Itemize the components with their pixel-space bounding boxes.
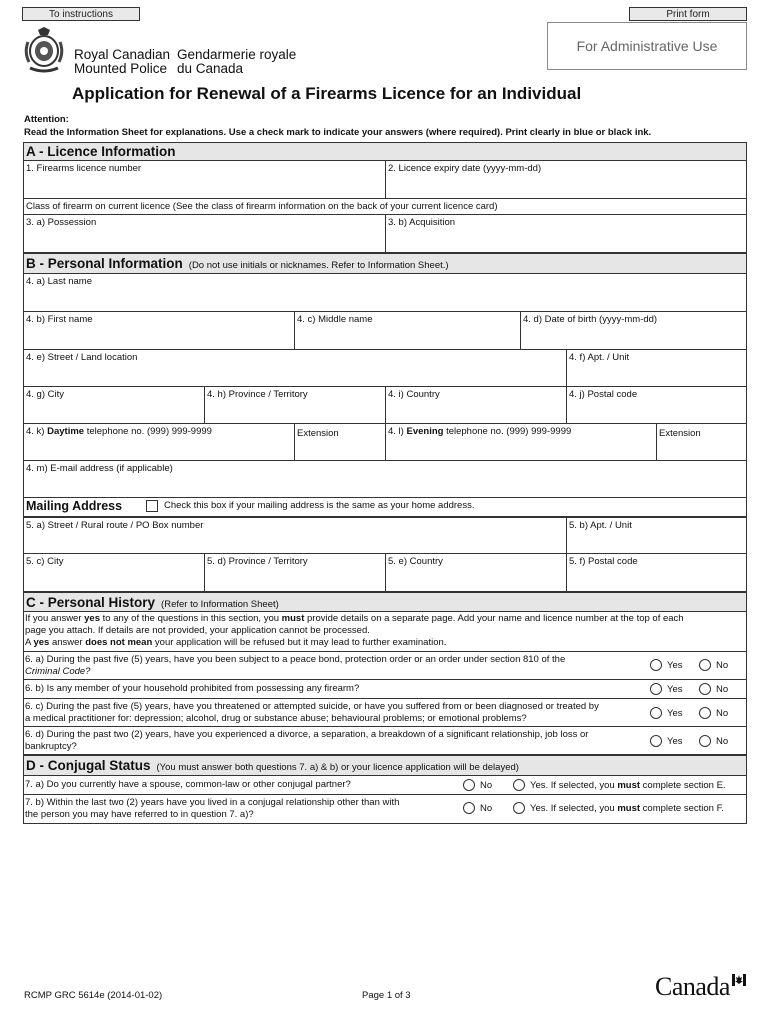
licence-expiry-date-field[interactable]: 2. Licence expiry date (yyyy-mm-dd) <box>388 163 542 174</box>
mailing-apt-unit-field[interactable]: 5. b) Apt. / Unit <box>569 520 632 531</box>
mailing-street-field[interactable]: 5. a) Street / Rural route / PO Box number <box>24 518 567 553</box>
row-mailing-street <box>23 517 747 554</box>
province-field[interactable]: 4. h) Province / Territory <box>205 387 386 423</box>
section-d-header: D - Conjugal Status (You must answer both questions 7. a) & b) or your licence application will be delayed) <box>23 755 747 776</box>
class-of-firearm-note: Class of firearm on current licence (See the class of firearm information on the back of your current licence card) <box>26 201 498 212</box>
intro-line-1: If you answer yes to any of the questions in this section, you must provide details on a separate page. Add your name and licence number at the top of each <box>25 613 684 624</box>
canada-flag-icon <box>732 974 746 986</box>
question-7a: 7. a) Do you currently have a spouse, common-law or other conjugal partner? <box>25 779 351 790</box>
q6a-no-radio[interactable] <box>699 659 711 671</box>
q7a-yes-radio[interactable] <box>513 779 525 791</box>
q6c-yes-option[interactable]: Yes <box>650 707 683 719</box>
row-phone <box>23 424 747 461</box>
q6d-no-option[interactable]: No <box>699 735 728 747</box>
section-c-intro <box>23 612 747 652</box>
first-name-field[interactable]: 4. b) First name <box>24 312 295 349</box>
daytime-phone-field[interactable]: 4. k) Daytime telephone no. (999) 999-9999 <box>24 424 295 460</box>
intro-line-3: A yes answer does not mean your application will be refused but it may lead to further examination. <box>25 637 447 648</box>
q6d-no-radio[interactable] <box>699 735 711 747</box>
same-address-checkbox[interactable] <box>146 500 158 512</box>
evening-extension-field[interactable]: Extension <box>659 428 701 439</box>
section-c-header: C - Personal History (Refer to Information Sheet) <box>23 592 747 612</box>
mailing-province-field[interactable]: 5. d) Province / Territory <box>205 554 386 591</box>
intro-line-2: page you attach. If details are not provided, your application cannot be processed. <box>25 625 370 636</box>
mailing-address-header-row <box>23 498 747 517</box>
q7b-yes-radio[interactable] <box>513 802 525 814</box>
question-6a: 6. a) During the past five (5) years, have you been subject to a peace bond, protection order or an order under section 810 of the Criminal Code? <box>25 654 566 677</box>
firearms-licence-number-field[interactable]: 1. Firearms licence number <box>24 161 386 198</box>
q7a-no-option[interactable]: No <box>463 779 492 791</box>
section-a-header: A - Licence Information <box>23 142 747 161</box>
rcmp-name-fr: Gendarmerie royale du Canada <box>177 47 297 76</box>
q6a-no-option[interactable]: No <box>699 659 728 671</box>
question-7b-row <box>23 795 747 824</box>
q7b-no-radio[interactable] <box>463 802 475 814</box>
row-licence-number <box>23 161 747 199</box>
rcmp-name-en: Royal Canadian Mounted Police <box>74 47 171 76</box>
country-field[interactable]: 4. i) Country <box>386 387 567 423</box>
question-6c: 6. c) During the past five (5) years, have you threatened or attempted suicide, or have you suffered from or been diagnosed or treated by a medical practitioner for: depression; alcohol, drug or substance abuse; behavioural problems; or emotional problems? <box>25 701 599 724</box>
print-form-button[interactable]: Print form <box>629 7 747 21</box>
postal-code-field[interactable]: 4. j) Postal code <box>569 389 638 400</box>
same-address-checkbox-label: Check this box if your mailing address is the same as your home address. <box>144 498 746 516</box>
page-number: Page 1 of 3 <box>362 990 411 1001</box>
q7a-no-radio[interactable] <box>463 779 475 791</box>
street-land-location-field[interactable]: 4. e) Street / Land location <box>24 350 567 386</box>
row-mailing-city <box>23 554 747 592</box>
page-title: Application for Renewal of a Firearms Licence for an Individual <box>72 84 582 103</box>
question-7b: 7. b) Within the last two (2) years have you lived in a conjugal relationship other than with the person you may have referred to in question 7. a)? <box>25 797 400 820</box>
middle-name-field[interactable]: 4. c) Middle name <box>295 312 521 349</box>
attention-label: Attention: <box>24 114 69 125</box>
mailing-country-field[interactable]: 5. e) Country <box>386 554 567 591</box>
q6c-no-option[interactable]: No <box>699 707 728 719</box>
question-6b: 6. b) Is any member of your household prohibited from possessing any firearm? <box>25 683 360 694</box>
q6b-yes-radio[interactable] <box>650 683 662 695</box>
q6b-yes-option[interactable]: Yes <box>650 683 683 695</box>
q6a-yes-radio[interactable] <box>650 659 662 671</box>
to-instructions-button[interactable]: To instructions <box>22 7 140 21</box>
q6d-yes-radio[interactable] <box>650 735 662 747</box>
row-street <box>23 350 747 387</box>
q7b-yes-option[interactable]: Yes. If selected, you must complete section F. <box>513 802 724 814</box>
rcmp-crest-icon <box>22 26 66 76</box>
date-of-birth-field[interactable]: 4. d) Date of birth (yyyy-mm-dd) <box>523 314 658 325</box>
acquisition-field[interactable]: 3. b) Acquisition <box>388 217 456 228</box>
question-7a-row <box>23 776 747 795</box>
city-field[interactable]: 4. g) City <box>24 387 205 423</box>
q7a-yes-option[interactable]: Yes. If selected, you must complete section E. <box>513 779 726 791</box>
email-field[interactable]: 4. m) E-mail address (if applicable) <box>26 463 173 474</box>
question-6d: 6. d) During the past two (2) years, have you experienced a divorce, a separation, a breakdown of a significant relationship, job loss or bankruptcy? <box>25 729 589 752</box>
row-last-name <box>23 274 747 312</box>
q7b-no-option[interactable]: No <box>463 802 492 814</box>
form-id: RCMP GRC 5614e (2014-01-02) <box>24 990 163 1001</box>
mailing-postal-code-field[interactable]: 5. f) Postal code <box>569 556 638 567</box>
mailing-city-field[interactable]: 5. c) City <box>24 554 205 591</box>
q6b-no-option[interactable]: No <box>699 683 728 695</box>
row-city <box>23 387 747 424</box>
q6b-no-radio[interactable] <box>699 683 711 695</box>
class-note-row <box>23 199 747 215</box>
evening-phone-field[interactable]: 4. l) Evening telephone no. (999) 999-9999 <box>386 424 657 460</box>
administrative-use-box: For Administrative Use <box>547 22 747 70</box>
daytime-extension-field[interactable]: Extension <box>295 424 386 460</box>
possession-field[interactable]: 3. a) Possession <box>24 215 386 252</box>
last-name-field[interactable]: 4. a) Last name <box>26 276 93 287</box>
question-6a-row <box>23 652 747 680</box>
attention-text: Read the Information Sheet for explanations. Use a check mark to indicate your answers (where required). Print clearly in blue or black ink. <box>24 127 652 138</box>
mailing-address-heading: Mailing Address <box>26 499 123 513</box>
q6d-yes-option[interactable]: Yes <box>650 735 683 747</box>
row-class <box>23 215 747 253</box>
apt-unit-field[interactable]: 4. f) Apt. / Unit <box>569 352 630 363</box>
canada-wordmark: Canada <box>655 972 730 1001</box>
row-first-name <box>23 312 747 350</box>
q6a-yes-option[interactable]: Yes <box>650 659 683 671</box>
question-6c-row <box>23 699 747 727</box>
section-b-header: B - Personal Information (Do not use initials or nicknames. Refer to Information Sheet.) <box>23 253 747 274</box>
question-6d-row <box>23 727 747 755</box>
question-6b-row <box>23 680 747 699</box>
row-email <box>23 461 747 498</box>
q6c-no-radio[interactable] <box>699 707 711 719</box>
q6c-yes-radio[interactable] <box>650 707 662 719</box>
